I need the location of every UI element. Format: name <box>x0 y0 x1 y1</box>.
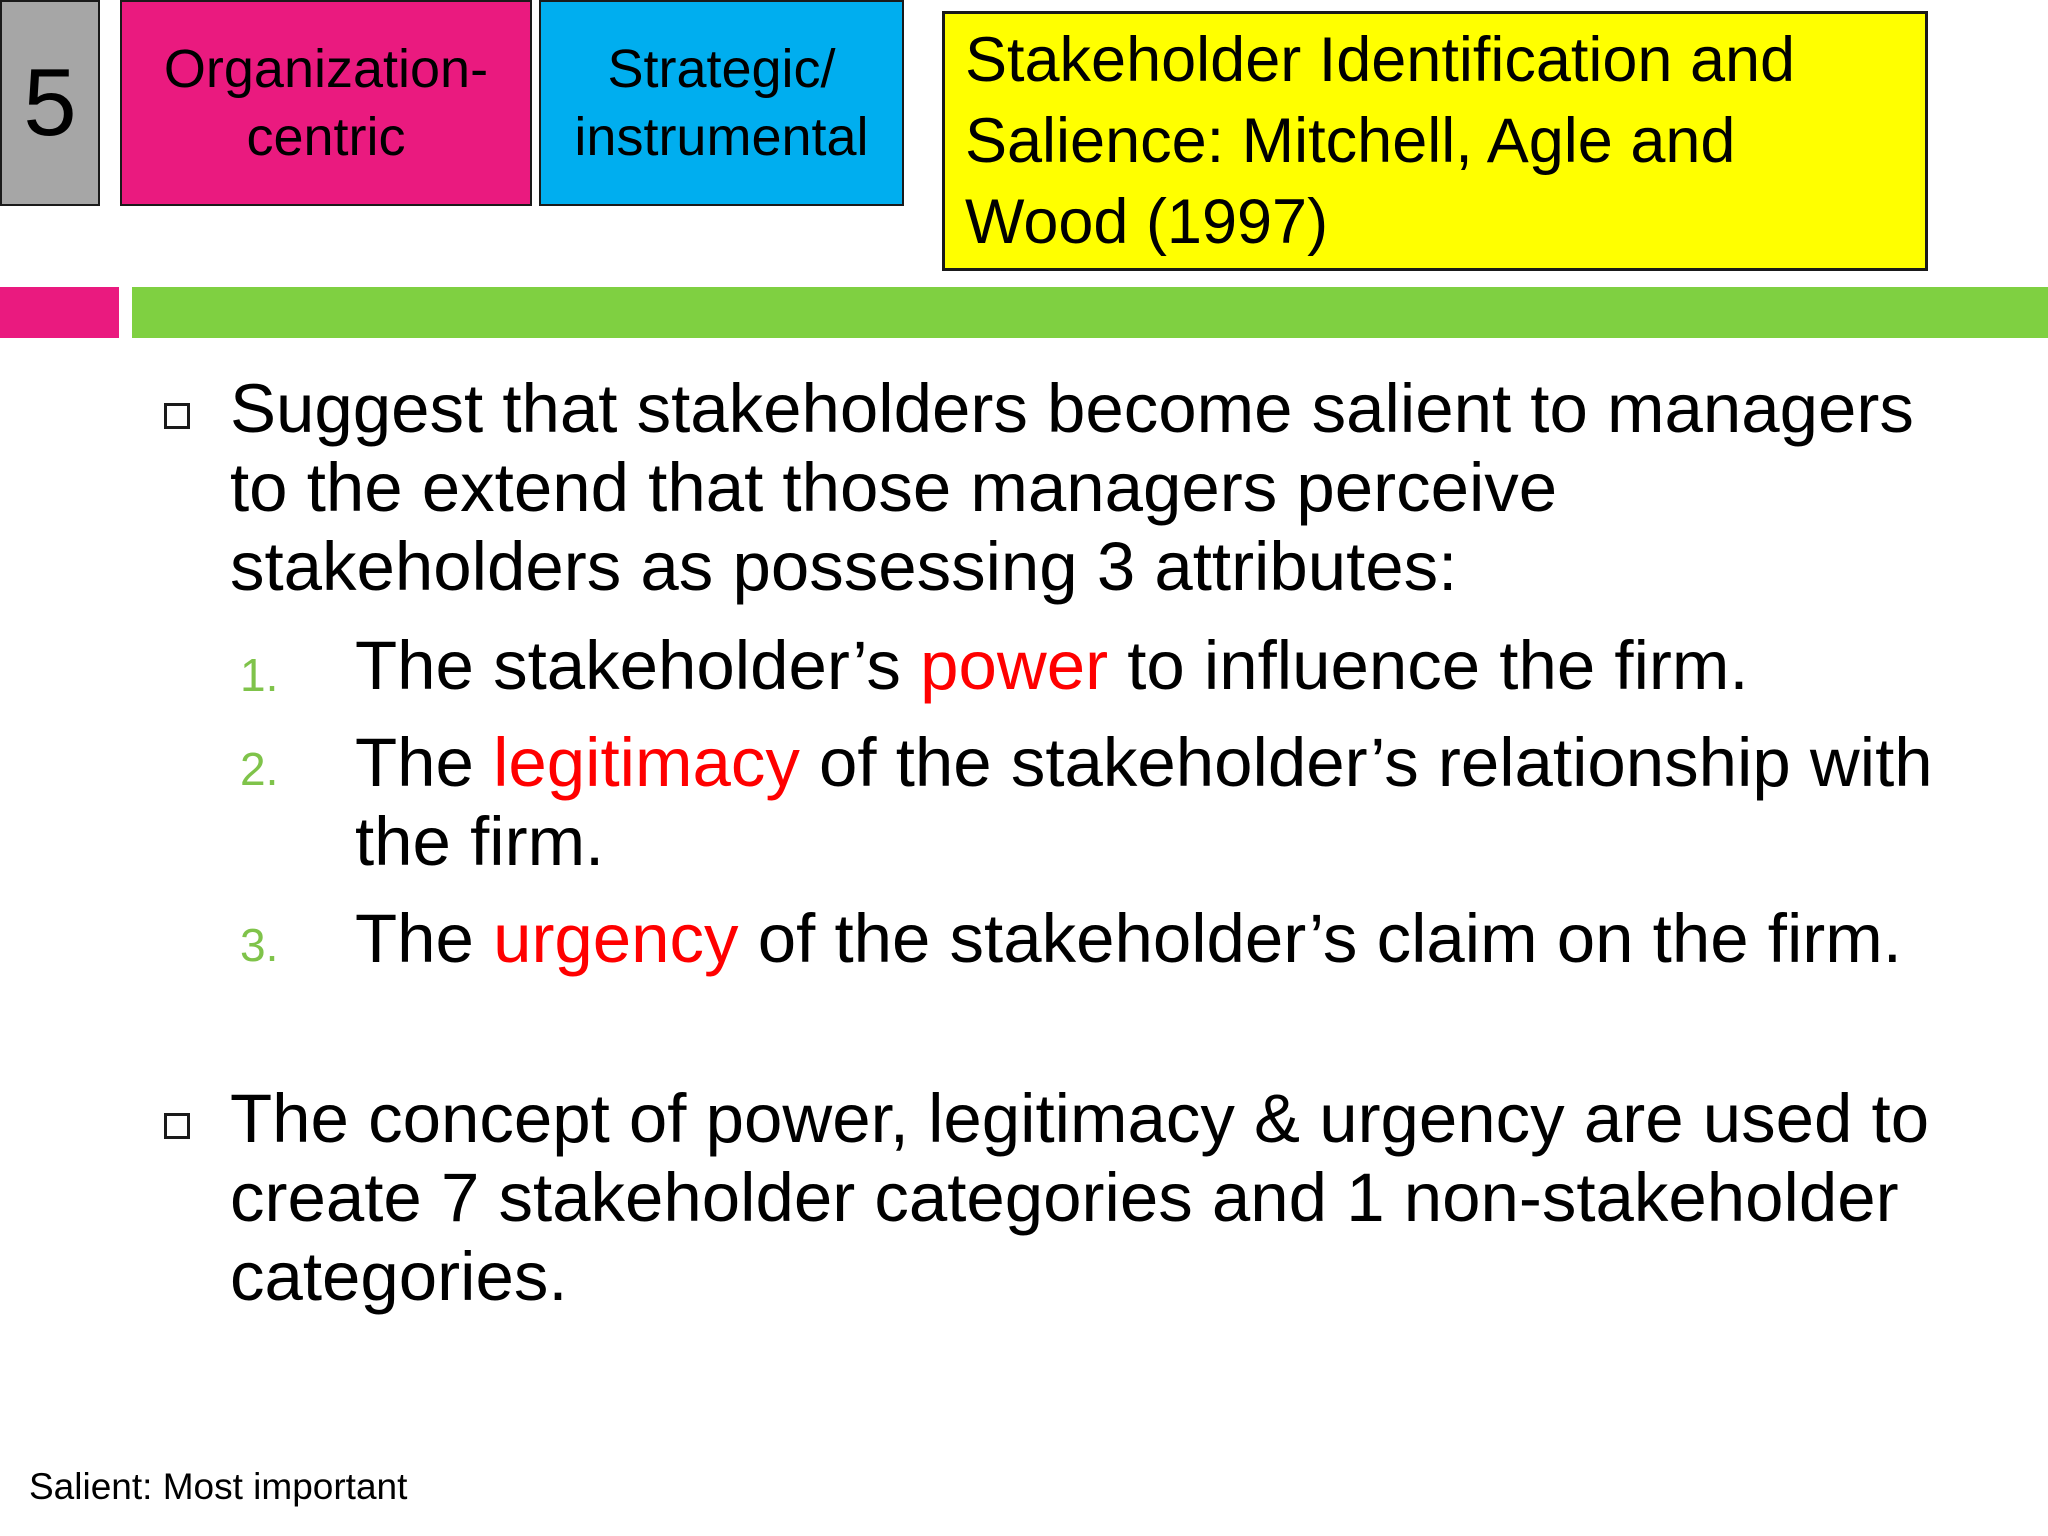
tag-strat-line-1: Strategic/ <box>607 39 836 99</box>
item-2-after: of the stakeholder’s relationship with the firm. <box>355 724 1933 880</box>
item-2-text <box>355 723 1955 881</box>
footnote: Salient: Most important <box>29 1466 408 1507</box>
item-1-after: to influence the firm. <box>1108 627 1749 704</box>
title-line-3: Wood (1997) <box>965 186 1329 257</box>
item-2-before: The <box>355 724 494 801</box>
item-3-after: of the stakeholder’s claim on the firm. <box>738 900 1902 977</box>
square-bullet-icon <box>164 403 190 429</box>
bullet-1-text: Suggest that stakeholders become salient to managers to the extend that those managers perceive stakeholders as possessing 3 attributes: <box>230 370 1914 605</box>
item-3-text <box>355 899 1955 978</box>
item-3-highlight: urgency <box>493 900 739 977</box>
divider-pink <box>0 287 119 338</box>
item-1-number: 1. <box>240 649 279 701</box>
slide-number <box>0 0 100 206</box>
item-3-before: The <box>355 900 494 977</box>
bullet-2-text: The concept of power, legitimacy & urgency are used to create 7 stakeholder categories and 1 non-stakeholder categories. <box>230 1080 1930 1315</box>
tag-org-line-1: Organization- <box>163 39 489 99</box>
slide-title <box>942 11 1928 271</box>
item-1-highlight: power <box>920 627 1109 704</box>
item-2-highlight: legitimacy <box>493 724 800 801</box>
item-1-before: The stakeholder’s <box>355 627 921 704</box>
title-line-2: Salience: Mitchell, Agle and <box>965 105 1736 176</box>
slide-number-text: 5 <box>23 49 77 156</box>
tag-strategic-instrumental <box>539 0 904 206</box>
item-3-number: 3. <box>240 919 279 971</box>
divider-green <box>132 287 2048 338</box>
square-bullet-icon <box>164 1113 190 1139</box>
tag-organization-centric <box>120 0 532 206</box>
tag-strat-line-2: instrumental <box>574 107 869 167</box>
item-1-text <box>355 626 1955 705</box>
item-2-number: 2. <box>240 743 279 795</box>
title-line-1: Stakeholder Identification and <box>965 24 1796 95</box>
tag-org-line-2: centric <box>246 107 406 167</box>
